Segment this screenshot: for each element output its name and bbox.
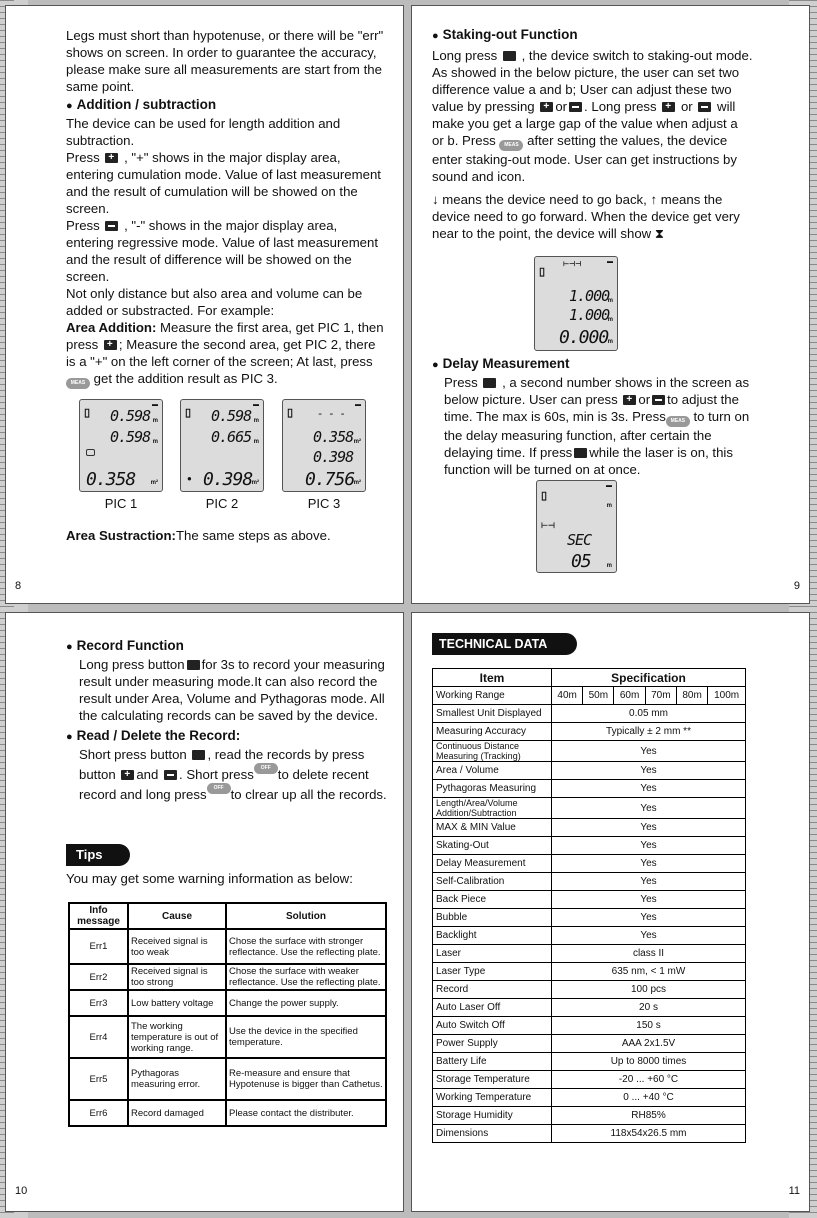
cell: Length/Area/Volume Addition/Subtraction bbox=[433, 798, 552, 819]
area-addition-paragraph bbox=[66, 319, 388, 389]
cell: Yes bbox=[552, 837, 746, 855]
page-number: 9 bbox=[793, 580, 800, 592]
cell: Storage Temperature bbox=[433, 1071, 552, 1089]
cell: Measuring Accuracy bbox=[433, 723, 552, 741]
cell: 0 ... +40 °C bbox=[552, 1089, 746, 1107]
cell: Yes bbox=[552, 762, 746, 780]
cell: Re-measure and ensure that Hypotenuse is bigger than Cathetus. bbox=[226, 1058, 386, 1100]
text: or bbox=[555, 99, 568, 114]
table-row bbox=[433, 927, 746, 945]
addition-p4: Not only distance but also area and volume can be added or substracted. For example: bbox=[66, 286, 363, 318]
cell: Err2 bbox=[69, 964, 128, 990]
frame-icon bbox=[86, 449, 95, 456]
text: get the addition result as PIC 3. bbox=[93, 371, 278, 386]
text: while the laser is on, this function will be turned on at once. bbox=[444, 445, 733, 477]
delay-key-icon bbox=[483, 378, 496, 388]
table-row bbox=[433, 1107, 746, 1125]
staking-out-paragraph bbox=[432, 47, 753, 185]
text: , read the records by press button bbox=[79, 747, 365, 782]
cell: Please contact the distributer. bbox=[226, 1100, 386, 1126]
pic3-result: 0.756 bbox=[305, 469, 355, 490]
battery-icon: ▬ bbox=[253, 402, 259, 408]
device-icon: ▯ bbox=[541, 490, 548, 502]
stake-icon: ⊢⊣⊣ bbox=[563, 261, 582, 268]
text: or bbox=[638, 392, 651, 407]
tips-header-row bbox=[69, 903, 386, 929]
page-number: 8 bbox=[15, 580, 22, 592]
col-spec: Specification bbox=[552, 669, 746, 687]
record-key-icon bbox=[192, 750, 205, 760]
target-icon: ⧗ bbox=[654, 226, 665, 241]
table-row bbox=[433, 1053, 746, 1071]
table-row bbox=[433, 1035, 746, 1053]
table-row bbox=[433, 963, 746, 981]
text: . Short press bbox=[179, 767, 254, 782]
delay-key-icon bbox=[574, 448, 587, 458]
cell: AAA 2x1.5V bbox=[552, 1035, 746, 1053]
device-icon: ▯ bbox=[539, 266, 546, 278]
table-row bbox=[433, 798, 746, 819]
cell: 40m bbox=[552, 687, 583, 705]
cell: Laser bbox=[433, 945, 552, 963]
text: , the device switch to staking-out mode. As showed in the below picture, the user can set two difference value a and b; User can adjust these two value by pressing bbox=[432, 48, 753, 114]
text: or bbox=[680, 99, 693, 114]
cell: Err4 bbox=[69, 1016, 128, 1058]
cell: Auto Switch Off bbox=[433, 1017, 552, 1035]
table-row bbox=[433, 780, 746, 798]
cell: Bubble bbox=[433, 909, 552, 927]
unit: m² bbox=[150, 480, 158, 486]
plus-key-icon bbox=[104, 340, 117, 350]
clear-key-icon: OFF CLEAR bbox=[207, 783, 231, 794]
minus-key-icon bbox=[698, 102, 711, 112]
cell: Yes bbox=[552, 798, 746, 819]
addition-p1: The device can be used for length addition and subtraction. bbox=[66, 116, 341, 148]
text: , a second number shows in the screen as below picture. User can press bbox=[444, 375, 750, 407]
cell: Pythagoras measuring error. bbox=[128, 1058, 226, 1100]
cell: 50m bbox=[583, 687, 614, 705]
cell: Record bbox=[433, 981, 552, 999]
pic2-caption: PIC 2 bbox=[205, 496, 239, 511]
table-row bbox=[433, 1071, 746, 1089]
record-heading: ● Record Function bbox=[66, 637, 391, 656]
meas-key-icon: MEAS bbox=[66, 378, 90, 389]
col-cause: Cause bbox=[128, 903, 226, 929]
battery-icon: ▬ bbox=[606, 483, 612, 489]
table-row bbox=[433, 762, 746, 780]
minus-key-icon bbox=[164, 770, 177, 780]
cell: Record damaged bbox=[128, 1100, 226, 1126]
device-icon: ▯ bbox=[287, 407, 294, 419]
unit: m² bbox=[353, 480, 361, 486]
table-row bbox=[433, 1125, 746, 1143]
stake-key-icon bbox=[503, 51, 516, 61]
cell: Storage Humidity bbox=[433, 1107, 552, 1125]
unit: m bbox=[607, 339, 613, 345]
table-row bbox=[433, 687, 746, 705]
cell: Back Piece bbox=[433, 891, 552, 909]
page-number: 11 bbox=[788, 1185, 800, 1197]
pic2-line1: 0.598 bbox=[211, 407, 252, 425]
cell: 0.05 mm bbox=[552, 705, 746, 723]
table-row bbox=[69, 1058, 386, 1100]
table-row bbox=[433, 819, 746, 837]
cell: Skating-Out bbox=[433, 837, 552, 855]
tech-header-row bbox=[433, 669, 746, 687]
plus-key-icon bbox=[121, 770, 134, 780]
cell: Self-Calibration bbox=[433, 873, 552, 891]
table-row bbox=[433, 891, 746, 909]
cell: Working Temperature bbox=[433, 1089, 552, 1107]
pic3-line2: 0.358 bbox=[313, 428, 354, 446]
pic1-line2: 0.598 bbox=[110, 428, 151, 446]
table-row bbox=[69, 1016, 386, 1058]
text: ↓ means the device need to go back, ↑ means the device need to go forward. When the device get very near to the point, the device will show bbox=[432, 192, 740, 241]
minus-key-icon bbox=[105, 221, 118, 231]
area-subtraction-label: Area Sustraction: bbox=[66, 528, 176, 543]
cell: Power Supply bbox=[433, 1035, 552, 1053]
staking-out-heading: ● Staking-out Function bbox=[432, 26, 753, 45]
unit: m bbox=[606, 503, 612, 509]
table-row bbox=[433, 999, 746, 1017]
text: will make you get a large gap of the value when adjust a or b. Press bbox=[432, 99, 738, 148]
cell: Low battery voltage bbox=[128, 990, 226, 1016]
staking-lcd bbox=[534, 256, 618, 351]
tech-banner bbox=[432, 633, 577, 655]
device-icon: ▯ bbox=[185, 407, 192, 419]
cell: Continuous Distance Measuring (Tracking) bbox=[433, 741, 552, 762]
cell: MAX & MIN Value bbox=[433, 819, 552, 837]
addition-p3 bbox=[66, 217, 388, 285]
col-item: Item bbox=[433, 669, 552, 687]
table-row bbox=[69, 990, 386, 1016]
page-9-text bbox=[432, 26, 753, 242]
staking-out-arrows bbox=[432, 191, 753, 242]
unit: m bbox=[152, 418, 158, 424]
table-row bbox=[433, 909, 746, 927]
cell: The working temperature is out of working range. bbox=[128, 1016, 226, 1058]
record-key-icon bbox=[187, 660, 200, 670]
plus-key-icon bbox=[623, 395, 636, 405]
unit: m bbox=[253, 418, 259, 424]
meas-key-icon: MEAS bbox=[499, 140, 523, 151]
text: The same steps as above. bbox=[175, 528, 331, 543]
pic2-lcd bbox=[180, 399, 264, 492]
cell: Chose the surface with stronger reflectance. Use the reflecting plate. bbox=[226, 929, 386, 964]
table-row bbox=[433, 873, 746, 891]
cell: Auto Laser Off bbox=[433, 999, 552, 1017]
col-solution: Solution bbox=[226, 903, 386, 929]
plus-key-icon bbox=[105, 153, 118, 163]
device-icon: ▯ bbox=[84, 407, 91, 419]
pic3-line1: - - - bbox=[317, 407, 346, 420]
tips-title: Tips bbox=[76, 847, 103, 862]
cell: RH85% bbox=[552, 1107, 746, 1125]
cell: 60m bbox=[614, 687, 645, 705]
table-row bbox=[433, 981, 746, 999]
text: after setting the values, the device enter staking-out mode. User can get instructions by sound and icon. bbox=[432, 133, 737, 184]
unit: m² bbox=[251, 480, 259, 486]
table-row bbox=[433, 855, 746, 873]
intro-paragraph: Legs must short than hypotenuse, or there will be "err" shows on screen. In order to guarantee the accuracy, please make sure all measurements are start from the same point. bbox=[66, 28, 384, 94]
cell: 100 pcs bbox=[552, 981, 746, 999]
cell: Use the device in the specified temperature. bbox=[226, 1016, 386, 1058]
text: ; Measure the second area, get PIC 2, there is a "+" on the left corner of the screen; At last, press bbox=[66, 337, 376, 369]
unit: m bbox=[607, 317, 613, 323]
table-row bbox=[433, 705, 746, 723]
read-delete-paragraph bbox=[66, 746, 391, 803]
cell: -20 ... +60 °C bbox=[552, 1071, 746, 1089]
text: Press bbox=[444, 375, 478, 390]
cell: 20 s bbox=[552, 999, 746, 1017]
addition-p2 bbox=[66, 149, 388, 217]
page-9 bbox=[411, 5, 810, 604]
table-row bbox=[433, 723, 746, 741]
text: for 3s to record your measuring result under measuring mode.It can also record the result under Area, Volume and Pythagoras mode. All the calculating records can be saved by the device. bbox=[79, 657, 385, 723]
pic3-caption: PIC 3 bbox=[307, 496, 341, 511]
reference-icon: ⊢⊣ bbox=[541, 521, 555, 530]
cell: Chose the surface with weaker reflectance. Use the reflecting plate. bbox=[226, 964, 386, 990]
unit: m bbox=[607, 298, 613, 304]
pic2-result: 0.398 bbox=[203, 469, 253, 490]
text: to adjust the time. The max is 60s, min is 3s. Press bbox=[444, 392, 739, 424]
text: to delete recent record and long press bbox=[79, 767, 369, 802]
text: Long press button bbox=[79, 657, 185, 672]
area-subtraction bbox=[66, 527, 388, 544]
cell: Yes bbox=[552, 891, 746, 909]
minus-key-icon bbox=[652, 395, 665, 405]
read-delete-heading: ● Read / Delete the Record: bbox=[66, 727, 391, 746]
cell: Area / Volume bbox=[433, 762, 552, 780]
text: Measure the first area, get PIC 1, then press bbox=[66, 320, 384, 352]
cell: Yes bbox=[552, 780, 746, 798]
delay-paragraph bbox=[432, 374, 753, 478]
text: . Long press bbox=[584, 99, 657, 114]
cell: 150 s bbox=[552, 1017, 746, 1035]
staking-result: 0.000 bbox=[559, 327, 609, 348]
cell: Received signal is too weak bbox=[128, 929, 226, 964]
cell: Yes bbox=[552, 819, 746, 837]
cell: Err5 bbox=[69, 1058, 128, 1100]
text: to clrear up all the records. bbox=[230, 787, 387, 802]
text: to turn on the delay measuring function, after certain the delaying time. If press bbox=[444, 409, 750, 460]
cell: Yes bbox=[552, 855, 746, 873]
page-8 bbox=[5, 5, 404, 604]
page-8-text bbox=[66, 27, 388, 389]
tips-intro: You may get some warning information as below: bbox=[66, 871, 353, 886]
minus-key-icon bbox=[569, 102, 582, 112]
table-row bbox=[433, 945, 746, 963]
tips-table bbox=[68, 902, 387, 1127]
unit: m bbox=[253, 439, 259, 445]
cell: Received signal is too strong bbox=[128, 964, 226, 990]
staking-line1: 1.000 bbox=[569, 287, 610, 305]
cell: Battery Life bbox=[433, 1053, 552, 1071]
cell: Dimensions bbox=[433, 1125, 552, 1143]
cell: 80m bbox=[676, 687, 707, 705]
plus-key-icon bbox=[540, 102, 553, 112]
area-addition-label: Area Addition: bbox=[66, 320, 157, 335]
pic1-line1: 0.598 bbox=[110, 407, 151, 425]
cell: Laser Type bbox=[433, 963, 552, 981]
addition-heading: ● Addition / subtraction bbox=[66, 96, 388, 115]
cell: Working Range bbox=[433, 687, 552, 705]
plus-indicator: ● bbox=[187, 474, 192, 483]
staking-line2: 1.000 bbox=[569, 306, 610, 324]
table-row bbox=[69, 964, 386, 990]
pic1-lcd bbox=[79, 399, 163, 492]
text: and bbox=[136, 767, 159, 782]
cell: 635 nm, < 1 mW bbox=[552, 963, 746, 981]
tips-banner bbox=[66, 844, 130, 866]
battery-icon: ▬ bbox=[152, 402, 158, 408]
page-10 bbox=[5, 612, 404, 1212]
clear-key-icon: OFF CLEAR bbox=[254, 763, 278, 774]
tech-table bbox=[432, 668, 746, 1143]
pic3-line3: 0.398 bbox=[313, 448, 354, 466]
table-row bbox=[69, 929, 386, 964]
pic3-lcd bbox=[282, 399, 366, 492]
text: Short press button bbox=[79, 747, 187, 762]
cell: Yes bbox=[552, 741, 746, 762]
text: , "-" shows in the major display area, entering regressive mode. Value of last measurement and the result of difference will be showed on the screen. bbox=[66, 218, 379, 284]
delay-heading: ● Delay Measurement bbox=[432, 355, 753, 374]
tech-title: TECHNICAL DATA bbox=[439, 637, 548, 651]
cell: Backlight bbox=[433, 927, 552, 945]
pic2-line2: 0.665 bbox=[211, 428, 252, 446]
page-10-text bbox=[66, 637, 391, 803]
battery-icon: ▬ bbox=[607, 259, 613, 265]
cell: Up to 8000 times bbox=[552, 1053, 746, 1071]
page-11 bbox=[411, 612, 810, 1212]
pic1-caption: PIC 1 bbox=[104, 496, 138, 511]
plus-key-icon bbox=[662, 102, 675, 112]
unit: m² bbox=[353, 439, 361, 445]
cell: Yes bbox=[552, 909, 746, 927]
record-paragraph bbox=[66, 656, 391, 724]
col-info: Info message bbox=[69, 903, 128, 929]
cell: Pythagoras Measuring bbox=[433, 780, 552, 798]
meas-key-icon: MEAS bbox=[666, 416, 690, 427]
table-row bbox=[69, 1100, 386, 1126]
cell: 100m bbox=[708, 687, 746, 705]
table-row bbox=[433, 741, 746, 762]
cell: Err3 bbox=[69, 990, 128, 1016]
pic1-result: 0.358 bbox=[86, 469, 136, 490]
cell: Yes bbox=[552, 927, 746, 945]
text: Press bbox=[66, 150, 100, 165]
cell: 118x54x26.5 mm bbox=[552, 1125, 746, 1143]
table-row bbox=[433, 1089, 746, 1107]
table-row bbox=[433, 1017, 746, 1035]
text: Long press bbox=[432, 48, 498, 63]
delay-lcd bbox=[536, 480, 617, 573]
delay-seconds: 05 bbox=[571, 551, 591, 572]
unit: m bbox=[152, 439, 158, 445]
table-row bbox=[433, 837, 746, 855]
cell: Yes bbox=[552, 873, 746, 891]
page-number: 10 bbox=[15, 1185, 28, 1197]
cell: Err1 bbox=[69, 929, 128, 964]
text: , "+" shows in the major display area, entering cumulation mode. Value of last measurement and the result of cumulation will be showed on the screen. bbox=[66, 150, 381, 216]
unit: m bbox=[606, 563, 612, 569]
battery-icon: ▬ bbox=[355, 402, 361, 408]
cell: Typically ± 2 mm ** bbox=[552, 723, 746, 741]
text: Press bbox=[66, 218, 100, 233]
cell: Delay Measurement bbox=[433, 855, 552, 873]
cell: Change the power supply. bbox=[226, 990, 386, 1016]
cell: Smallest Unit Displayed bbox=[433, 705, 552, 723]
delay-section bbox=[432, 355, 753, 478]
cell: Err6 bbox=[69, 1100, 128, 1126]
delay-sec-label: SEC bbox=[567, 531, 592, 549]
cell: 70m bbox=[645, 687, 676, 705]
cell: class II bbox=[552, 945, 746, 963]
